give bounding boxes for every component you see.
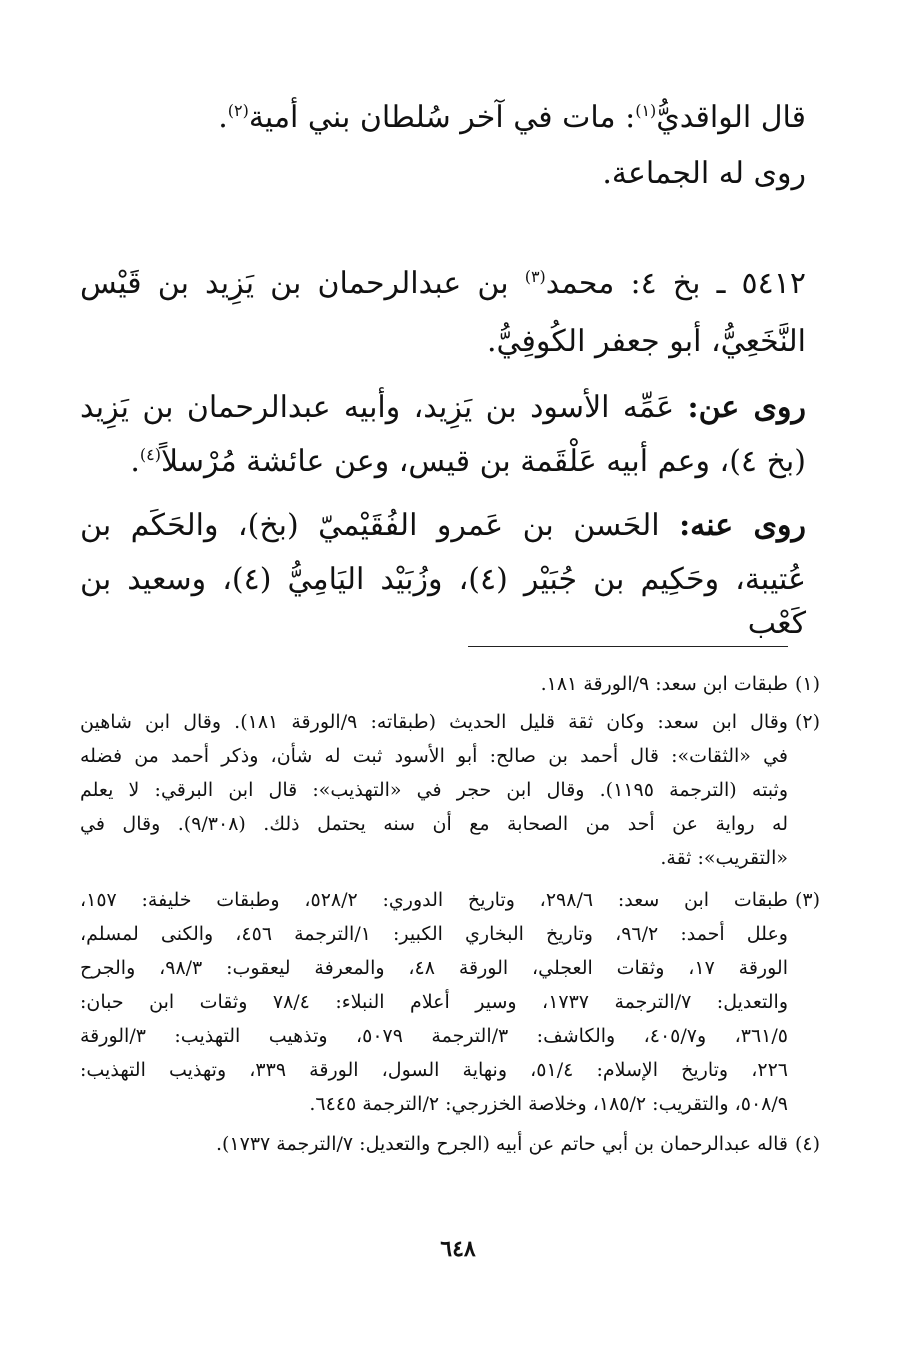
footnote-2-line-1: وقال ابن سعد: وكان ثقة قليل الحديث (طبقاته: ٩/الورقة ١٨١). وقال ابن شاهين xyxy=(80,711,788,733)
text-run: الحَسن بن عَمرو الفُقَيْميّ (بخ)، والحَكَم بن xyxy=(80,508,680,543)
footnote-4-number: (٤) xyxy=(794,1133,820,1155)
narrated-from-line-2 xyxy=(80,440,806,484)
footnote-2-line-5: «التقريب»: ثقة. xyxy=(660,847,788,869)
narrated-by-line-1 xyxy=(80,504,806,548)
footnote-4-line-1: قاله عبدالرحمان بن أبي حاتم عن أبيه (الجرح والتعديل: ٧/الترجمة ١٧٣٧). xyxy=(215,1133,788,1155)
footnote-divider xyxy=(468,646,788,647)
prev-entry-line-1 xyxy=(80,96,806,140)
narrated-from-label: روى عن: xyxy=(687,390,806,425)
footnote-3-line-4: والتعديل: ٧/الترجمة ١٧٣٧، وسير أعلام النبلاء: ٧٨/٤ وثقات ابن حبان: xyxy=(80,991,789,1013)
footnote-3-line-7: ٥٠٨/٩، والتقريب: ١٨٥/٢، وخلاصة الخزرجي: ٢/الترجمة ٦٤٤٥. xyxy=(309,1093,788,1115)
footnote-ref-4[interactable]: (٤) xyxy=(139,445,161,464)
text-run: قال الواقديُّ xyxy=(656,100,806,135)
footnote-3-line-6: ٢٢٦، وتاريخ الإسلام: ٥١/٤، ونهاية السول، الورقة ٣٣٩، وتهذيب التهذيب: xyxy=(80,1059,788,1081)
text-run: . xyxy=(218,100,228,135)
footnote-2-number: (٢) xyxy=(794,711,820,733)
footnote-2-line-4: له رواية عن أحد من الصحابة مع أن سنه يحتمل ذلك. (٩/٣٠٨). وقال في xyxy=(80,813,788,835)
footnote-2-line-2: في «الثقات»: قال أحمد بن صالح: أبو الأسود ثبت له شأن، وذكر أحمد من فضله xyxy=(80,745,788,767)
entry-number: ٥٤١٢ ـ بخ ٤: محمد xyxy=(545,266,806,301)
footnote-3-line-3: الورقة ١٧، وثقات العجلي، الورقة ٤٨، والمعرفة ليعقوب: ٩٨/٣، والجرح xyxy=(80,957,788,979)
text-run: عَمِّه الأسود بن يَزِيد، وأبيه عبدالرحمان بن يَزِيد xyxy=(80,390,688,425)
text-run: . xyxy=(130,444,140,479)
text-run: (بخ ٤)، وعم أبيه عَلْقَمة بن قيس، وعن عائشة مُرْسلاً xyxy=(160,444,806,479)
footnote-ref-3[interactable]: (٣) xyxy=(524,267,546,286)
footnote-ref-2[interactable]: (٢) xyxy=(227,101,249,120)
footnote-3-number: (٣) xyxy=(794,889,820,911)
footnote-3-line-1: طبقات ابن سعد: ٢٩٨/٦، وتاريخ الدوري: ٥٢٨/٢، وطبقات خليفة: ١٥٧، xyxy=(80,889,788,911)
text-run: بن عبدالرحمان بن يَزِيد بن قَيْس xyxy=(80,266,525,301)
footnote-1-number: (١) xyxy=(794,673,820,695)
narrated-by-line-2: عُتيبة، وحَكِيم بن جُبَيْر (٤)، وزُبَيْد اليَامِيُّ (٤)، وسعيد بن كَعْب xyxy=(80,562,806,641)
narrated-by-label: روى عنه: xyxy=(679,508,806,543)
narrated-from-line-1 xyxy=(80,386,806,430)
text-run: : مات في آخر سُلطان بني أمية xyxy=(248,100,636,135)
footnote-2-line-3: وثبته (الترجمة ١١٩٥). وقال ابن حجر في «التهذيب»: قال ابن البرقي: لا يعلم xyxy=(80,779,789,801)
prev-entry-line-2: روى له الجماعة. xyxy=(602,156,806,191)
footnote-3-line-5: ٣٦١/٥، و٤٠٥/٧، والكاشف: ٣/الترجمة ٥٠٧٩، وتذهيب التهذيب: ٣/الورقة xyxy=(80,1025,788,1047)
footnote-ref-1[interactable]: (١) xyxy=(635,101,657,120)
entry-heading-line-2: النَّخَعِيُّ، أبو جعفر الكُوفِيُّ. xyxy=(486,324,806,359)
page-number: ٦٤٨ xyxy=(440,1236,476,1262)
entry-heading-line-1 xyxy=(80,262,806,306)
footnote-1-line-1: طبقات ابن سعد: ٩/الورقة ١٨١. xyxy=(540,673,788,695)
footnote-3-line-2: وعلل أحمد: ٩٦/٢، وتاريخ البخاري الكبير: ١/الترجمة ٤٥٦، والكنى لمسلم، xyxy=(80,923,788,945)
